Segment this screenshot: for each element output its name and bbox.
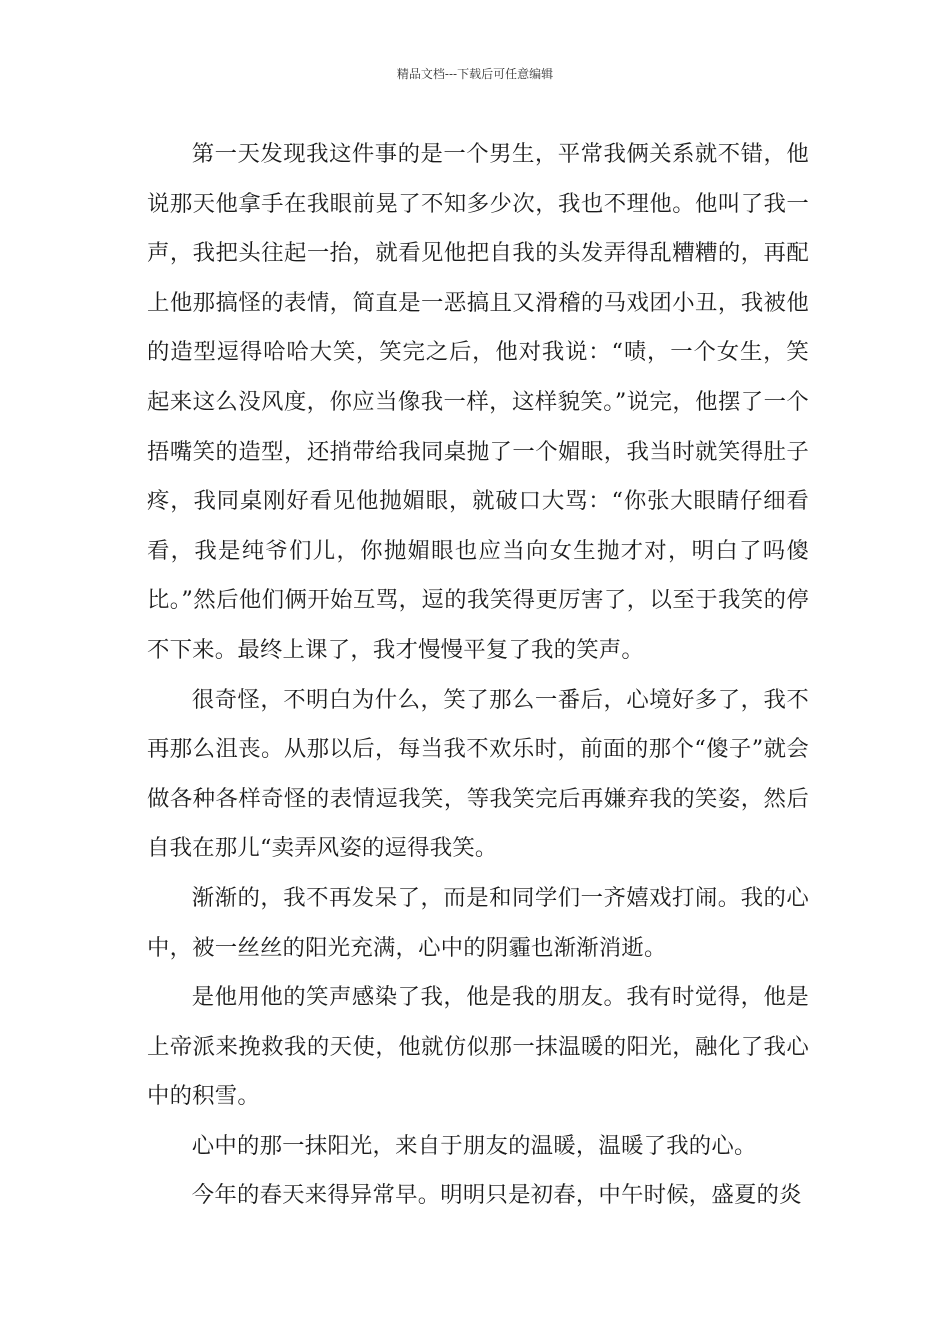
- paragraph: 是他用他的笑声感染了我，他是我的朋友。我有时觉得，他是上帝派来挽救我的天使，他就仿似那一抹温暖的阳光，融化了我心中的积雪。: [147, 984, 809, 1110]
- paragraph: 渐渐的，我不再发呆了，而是和同学们一齐嬉戏打闹。我的心中，被一丝丝的阳光充满，心中的阴霾也渐渐消逝。: [147, 884, 809, 961]
- paragraph: 心中的那一抹阳光，来自于朋友的温暖，温暖了我的心。: [191, 1132, 757, 1159]
- paragraph: 第一天发现我这件事的是一个男生，平常我俩关系就不错，他说那天他拿手在我眼前晃了不知多少次，我也不理他。他叫了我一声，我把头往起一抬，就看见他把自我的头发弄得乱糟糟的，再配上他那搞怪的表情，简直是一恶搞且又滑稽的马戏团小丑，我被他的造型逗得哈哈大笑，笑完之后，他对我说：“啧，一个女生，笑起来这么没风度，你应当像我一样，这样貌笑。”说完，他摆了一个捂嘴笑的造型，还捎带给我同桌抛了一个媚眼，我当时就笑得肚子疼，我同桌刚好看见他抛媚眼，就破口大骂：“你张大眼睛仔细看看，我是纯爷们儿，你抛媚眼也应当向女生抛才对，明白了吗傻比。”然后他们俩开始互骂，逗的我笑得更厉害了，以至于我笑的停不下来。最终上课了，我才慢慢平复了我的笑声。: [147, 141, 809, 663]
- document-body: [147, 130, 809, 1221]
- paragraph: 很奇怪，不明白为什么，笑了那么一番后，心境好多了，我不再那么沮丧。从那以后，每当我不欢乐时，前面的那个“傻子”就会做各种各样奇怪的表情逗我笑，等我笑完后再嫌弃我的笑姿，然后自我在那儿“卖弄风姿的逗得我笑。: [147, 686, 809, 862]
- paragraph: 今年的春天来得异常早。明明只是初春，中午时候，盛夏的炎: [191, 1182, 802, 1209]
- page-header: 精品文档---下载后可任意编辑: [396, 67, 554, 81]
